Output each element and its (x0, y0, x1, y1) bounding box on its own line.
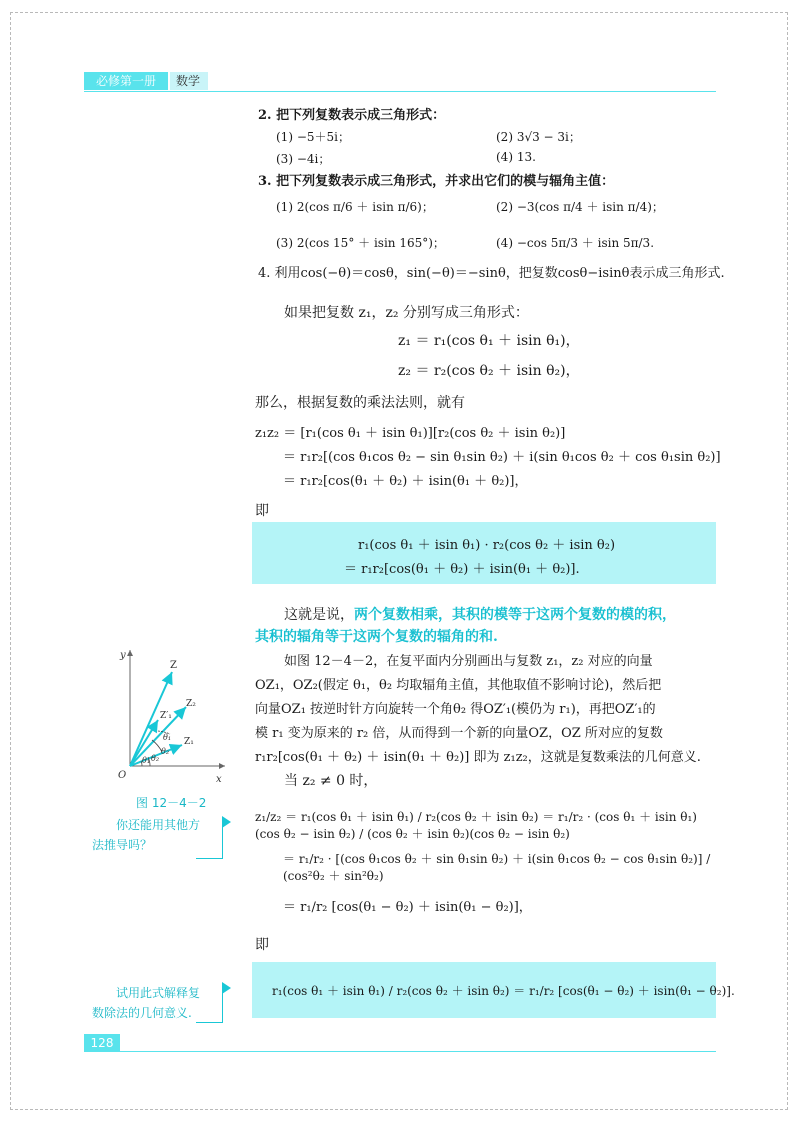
box2-formula: r₁(cos θ₁ ＋ isin θ₁) / r₂(cos θ₂ ＋ isin θ₂) ＝ r₁/r₂ [cos(θ₁ − θ₂) ＋ isin(θ₁ − θ₂)]. (272, 984, 735, 998)
product-line-1: z₁z₂ ＝ [r₁(cos θ₁ ＋ isin θ₁)][r₂(cos θ₂ ＋ isin θ₂)] (255, 426, 566, 441)
side-note-2-line-1: 试用此式解释复 (116, 986, 201, 1000)
side-note-2-bracket (196, 992, 223, 1023)
point-z2-label: Z₂ (186, 699, 196, 709)
side-note-1-line-1: 你还能用其他方 (116, 818, 201, 832)
formula-z2: z₂ ＝ r₂(cos θ₂ ＋ isin θ₂)， (398, 363, 580, 379)
box1-line-1: r₁(cos θ₁ ＋ isin θ₁) · r₂(cos θ₂ ＋ isin θ₂) (358, 538, 616, 553)
product-formula-box (252, 522, 716, 584)
figure-caption: 图 12－4－2 (136, 796, 207, 810)
ji-label-2: 即 (255, 937, 269, 953)
running-header (84, 72, 208, 90)
division-line-2: ＝ r₁/r₂ · [(cos θ₁cos θ₂ ＋ sin θ₁sin θ₂) ＋ i(sin θ₁cos θ₂ − cos θ₁sin θ₂)] / (cos²θ₂ ＋ sin²θ₂) (283, 852, 711, 883)
then-text: 那么，根据复数的乘法法则，就有 (255, 395, 465, 411)
angle-theta1-small-label: θ₁ (142, 756, 151, 765)
geometry-line-2: OZ₁，OZ₂(假定 θ₁，θ₂ 均取辐角主值，其他取值不影响讨论)，然后把 (255, 678, 662, 693)
side-note-2-pointer-icon (222, 982, 231, 994)
footer-rule (120, 1051, 716, 1052)
exercise-3-item-3: (3) 2(cos 15° ＋ isin 165°)； (276, 236, 445, 250)
exercise-2-item-1: (1) −5＋5i； (276, 130, 350, 144)
vector-diagram (100, 644, 232, 788)
geometry-line-5: r₁r₂[cos(θ₁ ＋ θ₂) ＋ isin(θ₁ ＋ θ₂)] 即为 z₁z₂，这就是复数乘法的几何意义. (255, 750, 701, 765)
formula-z1: z₁ ＝ r₁(cos θ₁ ＋ isin θ₁)， (398, 333, 580, 349)
exercise-2-title: 2. 把下列复数表示成三角形式： (258, 108, 446, 123)
geometry-line-1: 如图 12－4－2，在复平面内分别画出与复数 z₁，z₂ 对应的向量 (284, 654, 653, 669)
conclusion-highlight-1: 两个复数相乘，其积的模等于这两个复数的模的积， (354, 607, 676, 623)
x-axis-label: x (216, 774, 222, 785)
exercise-3-item-1: (1) 2(cos π/6 ＋ isin π/6)； (276, 200, 434, 214)
side-note-1-bracket (196, 826, 223, 859)
exercise-2-item-2: (2) 3√3 − 3i； (496, 130, 581, 144)
angle-theta2-small-label: θ₂ (151, 754, 160, 763)
origin-label: O (118, 770, 127, 781)
geometry-line-3: 向量OZ₁ 按逆时针方向旋转一个角θ₂ 得OZ′₁(模仍为 r₁)，再把OZ′₁的 (255, 702, 656, 717)
point-z1-prime-label: Z′₁ (160, 711, 172, 721)
page-number: 128 (84, 1034, 120, 1052)
exercise-2-item-4: (4) 13. (496, 150, 536, 164)
y-axis-label: y (120, 650, 126, 661)
side-note-1-pointer-icon (222, 816, 231, 828)
angle-theta1-label: θ₁ (163, 733, 172, 742)
header-rule (84, 91, 716, 92)
division-line-1: z₁/z₂ ＝ r₁(cos θ₁ ＋ isin θ₁) / r₂(cos θ₂ ＋ isin θ₂) ＝ r₁/r₂ · (cos θ₁ ＋ isin θ₁)(cos θ₂ − isin θ₂) / (cos θ₂ ＋ isin θ₂)(cos θ₂ − isin θ₂) (255, 810, 697, 841)
exercise-3-item-4: (4) −cos 5π/3 ＋ isin 5π/3. (496, 236, 655, 250)
division-line-3: ＝ r₁/r₂ [cos(θ₁ − θ₂) ＋ isin(θ₁ − θ₂)]， (283, 900, 532, 915)
geometry-line-4: 模 r₁ 变为原来的 r₂ 倍，从而得到一个新的向量OZ，OZ 所对应的复数 (255, 726, 663, 741)
division-formula-box (252, 962, 735, 1018)
exercise-3-item-2: (2) −3(cos π/4 ＋ isin π/4)； (496, 200, 664, 214)
book-label: 必修第一册 (84, 72, 168, 90)
when-text: 当 z₂ ≠ 0 时， (284, 773, 378, 789)
subject-label: 数学 (170, 72, 208, 90)
exercise-3-title: 3. 把下列复数表示成三角形式，并求出它们的模与辐角主值： (258, 174, 615, 189)
intro-text: 如果把复数 z₁，z₂ 分别写成三角形式： (284, 305, 529, 321)
ji-label-1: 即 (255, 503, 269, 519)
point-z1-label: Z₁ (184, 737, 194, 747)
product-line-2: ＝ r₁r₂[(cos θ₁cos θ₂ − sin θ₁sin θ₂) ＋ i(sin θ₁cos θ₂ ＋ cos θ₁sin θ₂)] (283, 450, 721, 465)
product-line-3: ＝ r₁r₂[cos(θ₁ ＋ θ₂) ＋ isin(θ₁ ＋ θ₂)]， (283, 474, 528, 489)
point-z-label: Z (170, 660, 177, 671)
exercise-4: 4. 利用cos(−θ)＝cosθ，sin(−θ)＝−sinθ，把复数cosθ−isinθ表示成三角形式. (258, 266, 725, 281)
exercise-2-item-3: (3) −4i； (276, 152, 331, 166)
conclusion-plain: 这就是说， (284, 607, 354, 623)
angle-theta2-label: θ₂ (161, 747, 170, 756)
side-note-1-line-2: 法推导吗？ (92, 838, 153, 852)
box1-line-2: ＝ r₁r₂[cos(θ₁ ＋ θ₂) ＋ isin(θ₁ ＋ θ₂)]. (344, 562, 580, 577)
conclusion-lead (284, 604, 676, 624)
conclusion-highlight-2: 其积的辐角等于这两个复数的辐角的和. (255, 629, 498, 645)
side-note-2-line-2: 数除法的几何意义. (92, 1006, 192, 1020)
